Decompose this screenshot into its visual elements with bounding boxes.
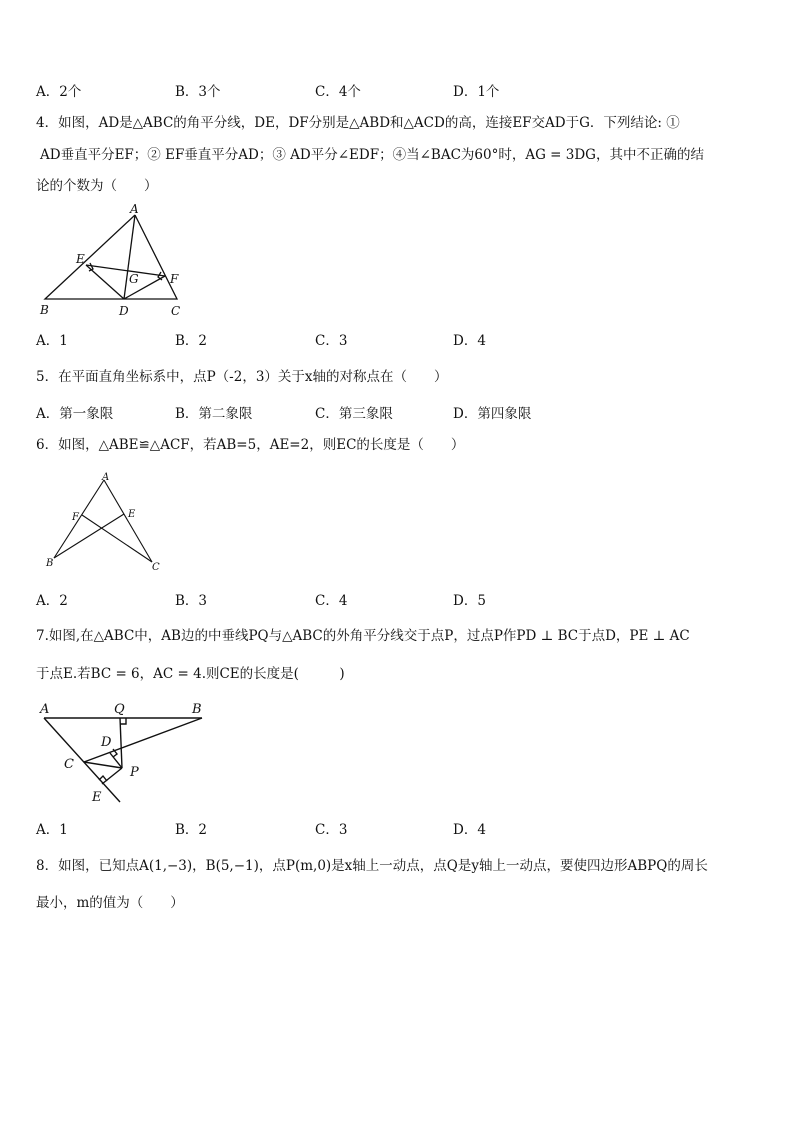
q7-figure — [30, 696, 220, 810]
q7-label-d: D — [101, 735, 112, 750]
q6-label-b: B — [46, 558, 54, 569]
q5-option-d: D．第四象限 — [453, 406, 532, 422]
q7-label-a: A — [40, 702, 50, 717]
q4-right-angle-e — [89, 263, 93, 271]
q7-segment-ae — [44, 718, 120, 802]
q7-label-p: P — [130, 765, 139, 780]
q7-stem-line-1: 7.如图,在△ABC中，AB边的中垂线PQ与△ABC的外角平分线交于点P，过点P作PD ⊥ BC于点D，PE ⊥ AC — [36, 628, 690, 644]
q7-option-d: D．4 — [453, 822, 486, 838]
q4-segment-ef — [86, 265, 165, 276]
q7-label-e: E — [92, 790, 102, 805]
q4-option-c: C．3 — [315, 333, 348, 349]
q7-stem-line-2: 于点E.若BC = 6，AC = 4.则CE的长度是( ) — [36, 666, 345, 682]
q3-option-a: A．2个 — [36, 84, 82, 100]
q4-stem-line-3: 论的个数为（ ） — [36, 178, 158, 194]
q8-stem-line-2: 最小，m的值为（ ） — [36, 895, 184, 911]
q5-option-a: A．第一象限 — [36, 406, 114, 422]
q4-label-e: E — [76, 252, 85, 266]
q4-label-d: D — [119, 304, 129, 318]
q4-label-b: B — [40, 303, 49, 317]
q4-stem-line-1: 4．如图，AD是△ABC的角平分线，DE，DF分别是△ABD和△ACD的高，连接EF交AD于G．下列结论: ① — [36, 115, 680, 131]
q7-label-b: B — [192, 702, 202, 717]
q8-stem-line-1: 8．如图，已知点A(1,−3)，B(5,−1)，点P(m,0)是x轴上一动点，点Q是y轴上一动点，要使四边形ABPQ的周长 — [36, 858, 708, 874]
q4-triangle-abc — [45, 215, 177, 299]
q7-option-c: C．3 — [315, 822, 348, 838]
q7-segment-cp — [84, 762, 122, 768]
q4-label-g: G — [129, 272, 139, 286]
q4-option-d: D．4 — [453, 333, 486, 349]
q4-label-f: F — [170, 272, 179, 286]
q4-figure — [30, 200, 200, 320]
q4-stem-line-2: AD垂直平分EF；② EF垂直平分AD；③ AD平分∠EDF；④当∠BAC为60°时，AG = 3DG，其中不正确的结 — [40, 147, 704, 163]
q3-option-b: B．3个 — [175, 84, 221, 100]
q7-option-b: B．2 — [175, 822, 208, 838]
q7-label-c: C — [64, 757, 74, 772]
q7-segment-pe — [102, 768, 122, 784]
q6-option-a: A．2 — [36, 593, 68, 609]
q6-figure — [40, 470, 170, 580]
q6-option-b: B．3 — [175, 593, 208, 609]
q6-label-f: F — [72, 512, 79, 523]
q4-option-b: B．2 — [175, 333, 208, 349]
q6-stem: 6．如图，△ABE≌△ACF，若AB=5，AE=2，则EC的长度是（ ） — [36, 437, 465, 453]
q6-label-a: A — [102, 472, 110, 483]
q6-option-c: C．4 — [315, 593, 348, 609]
q4-segment-ad — [124, 215, 135, 299]
q6-label-c: C — [152, 562, 160, 573]
q5-option-c: C．第三象限 — [315, 406, 393, 422]
q4-label-c: C — [171, 304, 181, 318]
q3-option-d: D．1个 — [453, 84, 500, 100]
q3-option-c: C．4个 — [315, 84, 361, 100]
q6-option-d: D．5 — [453, 593, 486, 609]
q4-label-a: A — [130, 202, 139, 216]
q7-segment-qp — [120, 718, 122, 768]
q5-stem: 5．在平面直角坐标系中，点P（-2，3）关于x轴的对称点在（ ） — [36, 369, 448, 385]
q5-option-b: B．第二象限 — [175, 406, 253, 422]
q6-segment-ac — [104, 480, 152, 562]
q4-option-a: A．1 — [36, 333, 68, 349]
q6-segment-cf — [82, 515, 152, 562]
q6-segment-ab — [54, 480, 104, 558]
q6-label-e: E — [128, 509, 136, 520]
q7-label-q: Q — [114, 702, 125, 717]
q7-option-a: A．1 — [36, 822, 68, 838]
